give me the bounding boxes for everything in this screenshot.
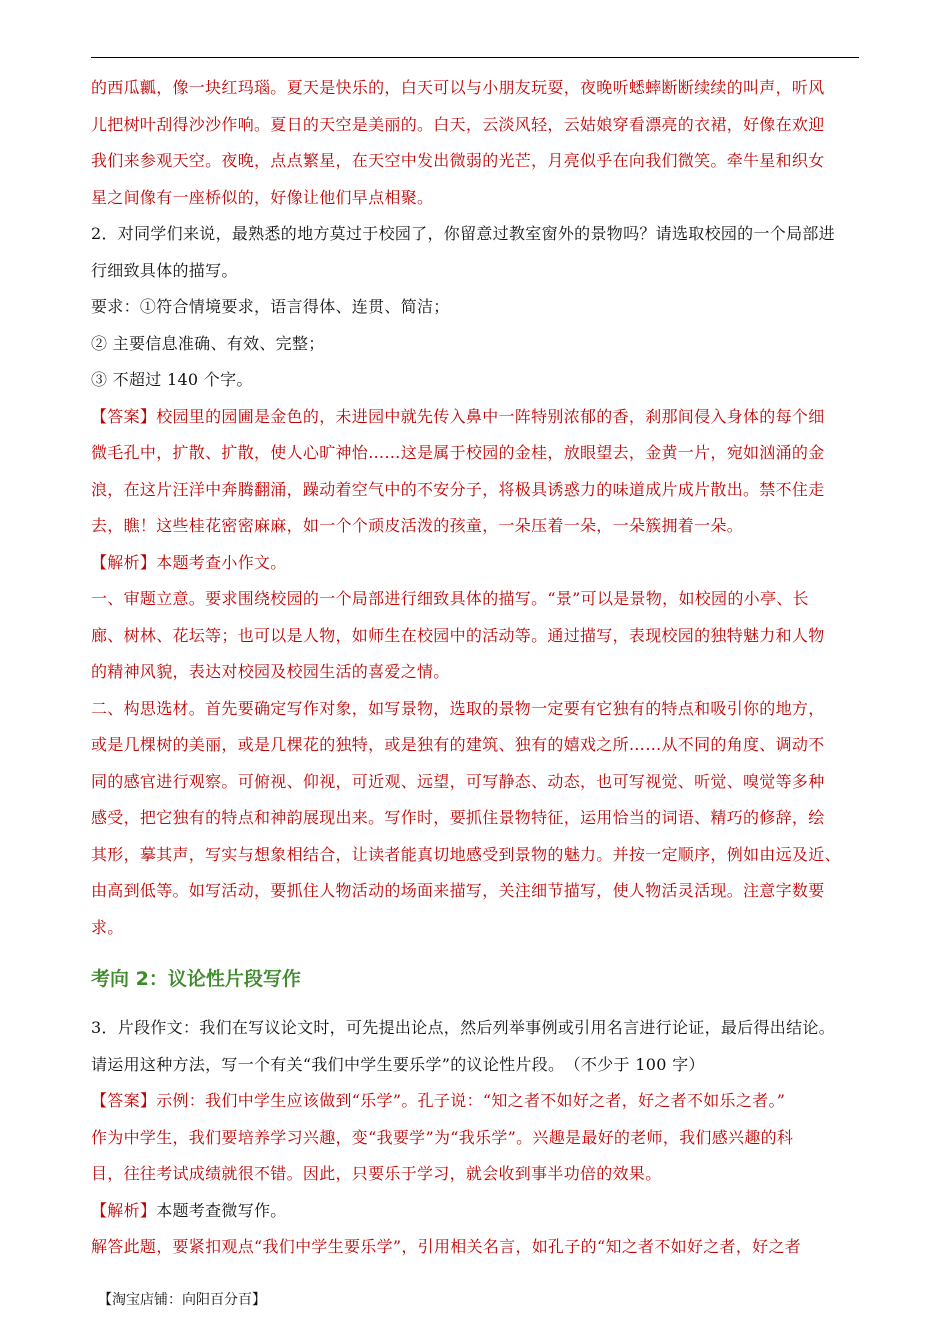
section-heading: 考向 2：议论性片段写作	[91, 968, 301, 990]
question-text: 2．对同学们来说，最熟悉的地方莫过于校园了，你留意过教室窗外的景物吗？请选取校园的一个局部进	[91, 224, 835, 243]
answer-line: 目，往往考试成绩就很不错。因此，只要乐于学习，就会收到事半功倍的效果。	[91, 1164, 662, 1183]
previous-answer-continuation	[91, 70, 861, 216]
question-text: 请运用这种方法，写一个有关“我们中学生要乐学”的议论性片段。 （不少于 100 字）	[91, 1054, 705, 1074]
answer-line: 浪，在这片汪洋中奔腾翻涌，躁动着空气中的不安分子，将极具诱惑力的味道成片成片散出。禁不住走	[91, 479, 825, 499]
analysis-text: 本题考查小作文。	[156, 552, 287, 572]
answer-tag: 【答案】	[91, 1091, 157, 1110]
answer-line: 作为中学生，我们要培养学习兴趣，变“我要学”为“我乐学”。兴趣是最好的老师，我们感兴趣的科	[91, 1127, 794, 1147]
requirement-line: ③ 不超过 140 个字。	[91, 370, 253, 389]
analysis-line: 同的感官进行观察。可俯视、仰视，可近观、远望，可写静态、动态，也可写视觉、听觉、嗅觉等多种	[91, 771, 825, 791]
question-text: 3．片段作文：我们在写议论文时，可先提出论点，然后列举事例或引用名言进行论证，最后得出结论。	[91, 1018, 835, 1037]
analysis-text: 本题考查微写作。	[156, 1200, 287, 1220]
analysis-line: 解答此题，要紧扣观点“我们中学生要乐学”，引用相关名言，如孔子的“知之者不如好之者，好之者	[91, 1237, 802, 1256]
text-line: 儿把树叶刮得沙沙作响。夏日的天空是美丽的。白天，云淡风轻，云姑娘穿看漂亮的衣裙，好像在欢迎	[91, 114, 825, 134]
answer-line: 微毛孔中，扩散、扩散，使人心旷神怡……这是属于校园的金桂，放眼望去，金黄一片，宛如汹涌的金	[91, 443, 825, 462]
requirement-line: 要求：①符合情境要求，语言得体、连贯、简洁；	[91, 297, 450, 316]
answer-line: 去，瞧！这些桂花密密麻麻，如一个个顽皮活泼的孩童，一朵压着一朵，一朵簇拥着一朵。	[91, 516, 744, 535]
question-2	[91, 216, 861, 946]
analysis-tag: 【解析】	[91, 1200, 157, 1220]
answer-line	[91, 1083, 861, 1120]
text-line: 的西瓜瓤，像一块红玛瑙。夏天是快乐的，白天可以与小朋友玩耍，夜晚听蟋蟀断断续续的叫声，听风	[91, 78, 825, 97]
analysis-line: 感受，把它独有的特点和神韵展现出来。写作时，要抓住景物特征，运用恰当的词语、精巧的修辞，绘	[91, 808, 825, 827]
analysis-line: 或是几棵树的美丽，或是几棵花的独特，或是独有的建筑、独有的嬉戏之所……从不同的角度、调动不	[91, 735, 825, 754]
text-line: 我们来参观天空。夜晚，点点繁星，在天空中发出微弱的光芒，月亮似乎在向我们微笑。牵牛星和织女	[91, 151, 825, 170]
analysis-line: 廊、树林、花坛等；也可以是人物，如师生在校园中的活动等。通过描写，表现校园的独特魅力和人物	[91, 625, 825, 645]
text-line: 星之间像有一座桥似的，好像让他们早点相聚。	[91, 187, 434, 207]
requirement-line: ② 主要信息准确、有效、完整；	[91, 333, 325, 353]
answer-tag: 【答案】	[91, 406, 157, 426]
analysis-line	[91, 545, 861, 582]
analysis-line: 的精神风貌，表达对校园及校园生活的喜爱之情。	[91, 662, 450, 681]
page-content	[91, 70, 861, 1266]
answer-line	[91, 399, 861, 436]
header-rule	[91, 57, 859, 58]
question-text: 行细致具体的描写。	[91, 260, 238, 280]
analysis-line: 由高到低等。如写活动，要抓住人物活动的场面来描写，关注细节描写，使人物活灵活现。注意字数要	[91, 881, 825, 900]
analysis-line: 一、审题立意。要求围绕校园的一个局部进行细致具体的描写。“景”可以是景物，如校园的小亭、长	[91, 589, 809, 608]
analysis-line	[91, 1193, 861, 1230]
analysis-tag: 【解析】	[91, 552, 157, 572]
answer-text: 校园里的园圃是金色的，未进园中就先传入鼻中一阵特别浓郁的香，刹那间侵入身体的每个细	[156, 406, 825, 426]
analysis-line: 其形，摹其声，写实与想象相结合，让读者能真切地感受到景物的魅力。并按一定顺序，例如由远及近、	[91, 844, 841, 864]
answer-text: 示例：我们中学生应该做到“乐学”。孔子说：“知之者不如好之者，好之者不如乐之者。”	[156, 1091, 786, 1110]
footer-shop-label: 【淘宝店铺：向阳百分百】	[98, 1292, 266, 1308]
analysis-line: 二、构思选材。首先要确定写作对象，如写景物，选取的景物一定要有它独有的特点和吸引你的地方，	[91, 698, 825, 718]
analysis-line: 求。	[91, 917, 124, 937]
question-3	[91, 1010, 861, 1266]
